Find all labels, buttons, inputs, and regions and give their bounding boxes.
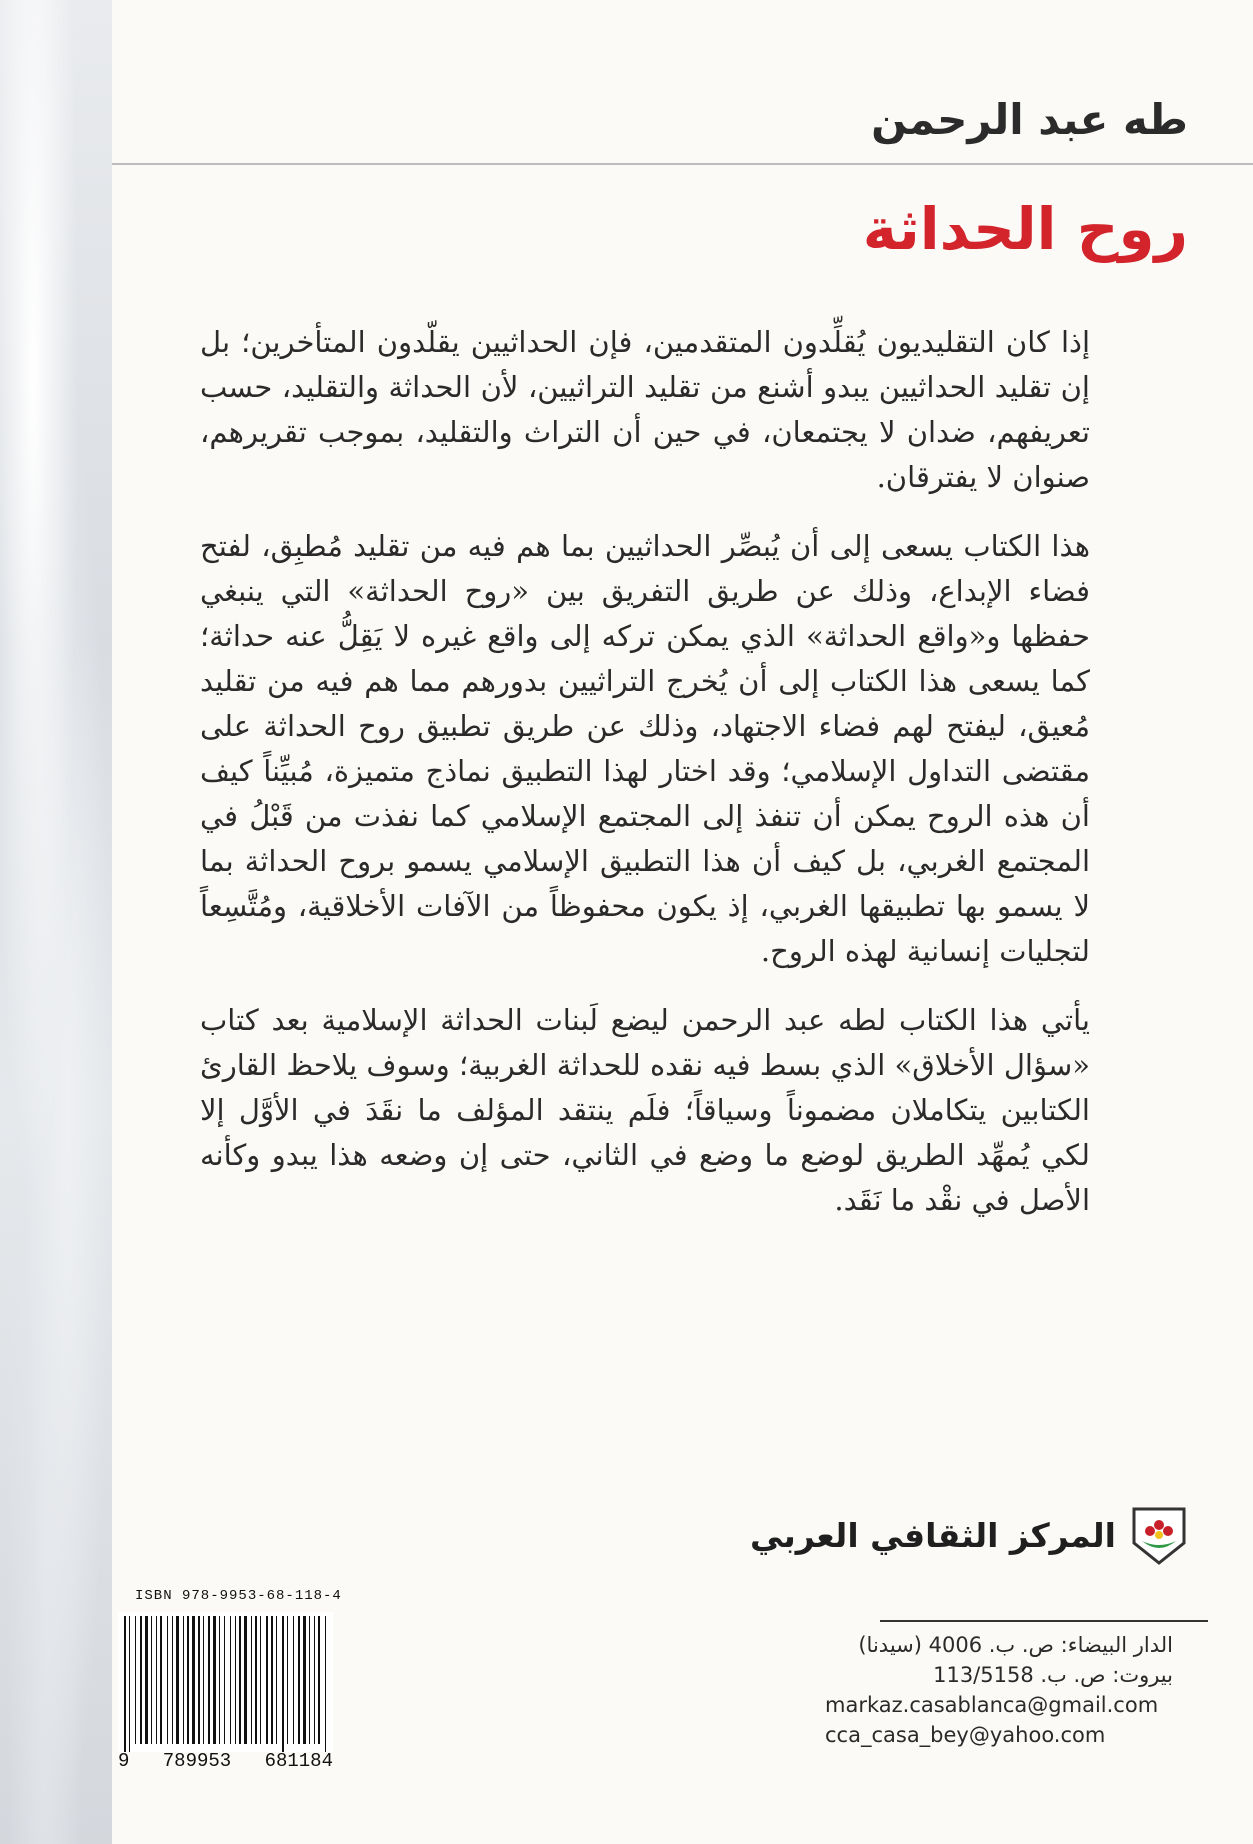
barcode-bar [282, 1616, 284, 1752]
barcode-bar [244, 1616, 247, 1744]
barcode-digit-group: 9 [118, 1750, 130, 1772]
author-name: طه عبد الرحمن [871, 95, 1188, 144]
barcode-bar [309, 1616, 310, 1744]
publisher-divider [880, 1620, 1208, 1622]
barcode-bar [255, 1616, 257, 1744]
publisher-logo-icon [1130, 1505, 1188, 1565]
publisher-name: المركز الثقافي العربي [750, 1515, 1116, 1555]
barcode-bar [318, 1616, 320, 1744]
barcode-bar [325, 1616, 326, 1752]
barcode-bar [176, 1616, 179, 1744]
email-yahoo: cca_casa_bey@yahoo.com [825, 1723, 1106, 1747]
barcode-bar [135, 1616, 136, 1744]
barcode-bar [314, 1616, 315, 1744]
barcode-bar [230, 1616, 231, 1744]
barcode-bar [172, 1616, 173, 1744]
barcode-bar [239, 1616, 241, 1744]
barcode-bar [198, 1616, 200, 1744]
barcode-bar [187, 1616, 189, 1744]
barcode-bar [260, 1616, 261, 1744]
barcode [118, 1612, 333, 1752]
barcode-bar [124, 1616, 126, 1752]
barcode-bar [298, 1616, 300, 1744]
barcode-bar [167, 1616, 168, 1744]
barcode-bar [156, 1616, 157, 1744]
publisher-contact [813, 1630, 1173, 1750]
isbn-label: ISBN 978-9953-68-118-4 [135, 1588, 342, 1604]
barcode-bar [224, 1616, 225, 1744]
barcode-bar [151, 1616, 152, 1744]
barcode-bar [303, 1616, 306, 1744]
barcode-bar [145, 1616, 148, 1744]
barcode-bar [287, 1616, 288, 1744]
barcode-bar [271, 1616, 273, 1744]
barcode-bar [219, 1616, 220, 1744]
barcode-digit-group: 681184 [264, 1750, 333, 1772]
blurb-paragraph: يأتي هذا الكتاب لطه عبد الرحمن ليضع لَبنات الحداثة الإسلامية بعد كتاب «سؤال الأخلاق» الذي بسط فيه نقده للحداثة الغربية؛ وسوف يلاحظ القارئ الكتابين يتكاملان مضموناً وسياقاً؛ فلَم ينتقد المؤلف ما نقَدَ في الأوَّل إلا لكي يُمهِّد الطريق لوضع ما وضع في الثاني، حتى إن وضعه هذا يبدو وكأنه الأصل في نقْد ما نَقَد. [200, 1003, 1090, 1217]
barcode-bar [183, 1616, 184, 1744]
barcode-bar [251, 1616, 252, 1744]
blurb-paragraph: إذا كان التقليديون يُقلِّدون المتقدمين، فإن الحداثيين يقلّدون المتأخرين؛ بل إن تقليد الحداثيين يبدو أشنع من تقليد التراثيين، لأن الحداثة والتقليد، حسب تعريفهم، ضدان لا يجتمعان، في حين أن التراث والتقليد، بموجب تقريرهم، صنوان لا يفترقان. [200, 325, 1090, 494]
barcode-bar [266, 1616, 268, 1744]
barcode-bar [160, 1616, 162, 1744]
header-divider [112, 163, 1253, 165]
barcode-bar [203, 1616, 204, 1744]
barcode-bar [293, 1616, 294, 1744]
barcode-bar [192, 1616, 195, 1744]
barcode-digits [118, 1750, 333, 1772]
publisher-block [750, 1505, 1188, 1565]
barcode-digit-group: 789953 [162, 1750, 232, 1772]
email-casablanca: markaz.casablanca@gmail.com [825, 1693, 1159, 1717]
book-title: روح الحداثة [862, 195, 1188, 263]
blurb [200, 320, 1090, 1247]
barcode-bar [140, 1616, 142, 1744]
blurb-paragraph: هذا الكتاب يسعى إلى أن يُبصِّر الحداثيين بما هم فيه من تقليد مُطبِق، لفتح فضاء الإبداع، وذلك عن طريق التفريق بين «روح الحداثة» التي ينبغي حفظها و«واقع الحداثة» الذي يمكن تركه إلى واقع غيره لا يَقِلُّ عنه حداثة؛ كما يسعى هذا الكتاب إلى أن يُخرج التراثيين بدورهم مما هم فيه من تقليد مُعيق، ليفتح لهم فضاء الاجتهاد، وذلك عن طريق تطبيق روح الحداثة على مقتضى التداول الإسلامي؛ وقد اختار لهذا التطبيق نماذج متميزة، مُبيِّناً كيف أن هذه الروح يمكن أن تنفذ إلى المجتمع الإسلامي كما نفذت من قَبْلُ في المجتمع الغربي، بل كيف أن هذا التطبيق الإسلامي يسمو بروح الحداثة بما لا يسمو بها تطبيقها الغربي، إذ يكون محفوظاً من الآفات الأخلاقية، ومُتَّسِعاً لتجليات إنسانية لهذه الروح. [200, 529, 1090, 968]
barcode-bar [235, 1616, 236, 1744]
barcode-bar [208, 1616, 210, 1744]
address-casablanca: الدار البيضاء: ص. ب. 4006 (سيدنا) [858, 1633, 1173, 1657]
barcode-bar [129, 1616, 130, 1752]
barcode-bar [276, 1616, 277, 1744]
cover-left-texture [0, 0, 112, 1844]
address-beirut: بيروت: ص. ب. 113/5158 [933, 1663, 1173, 1687]
barcode-bar [213, 1616, 216, 1744]
